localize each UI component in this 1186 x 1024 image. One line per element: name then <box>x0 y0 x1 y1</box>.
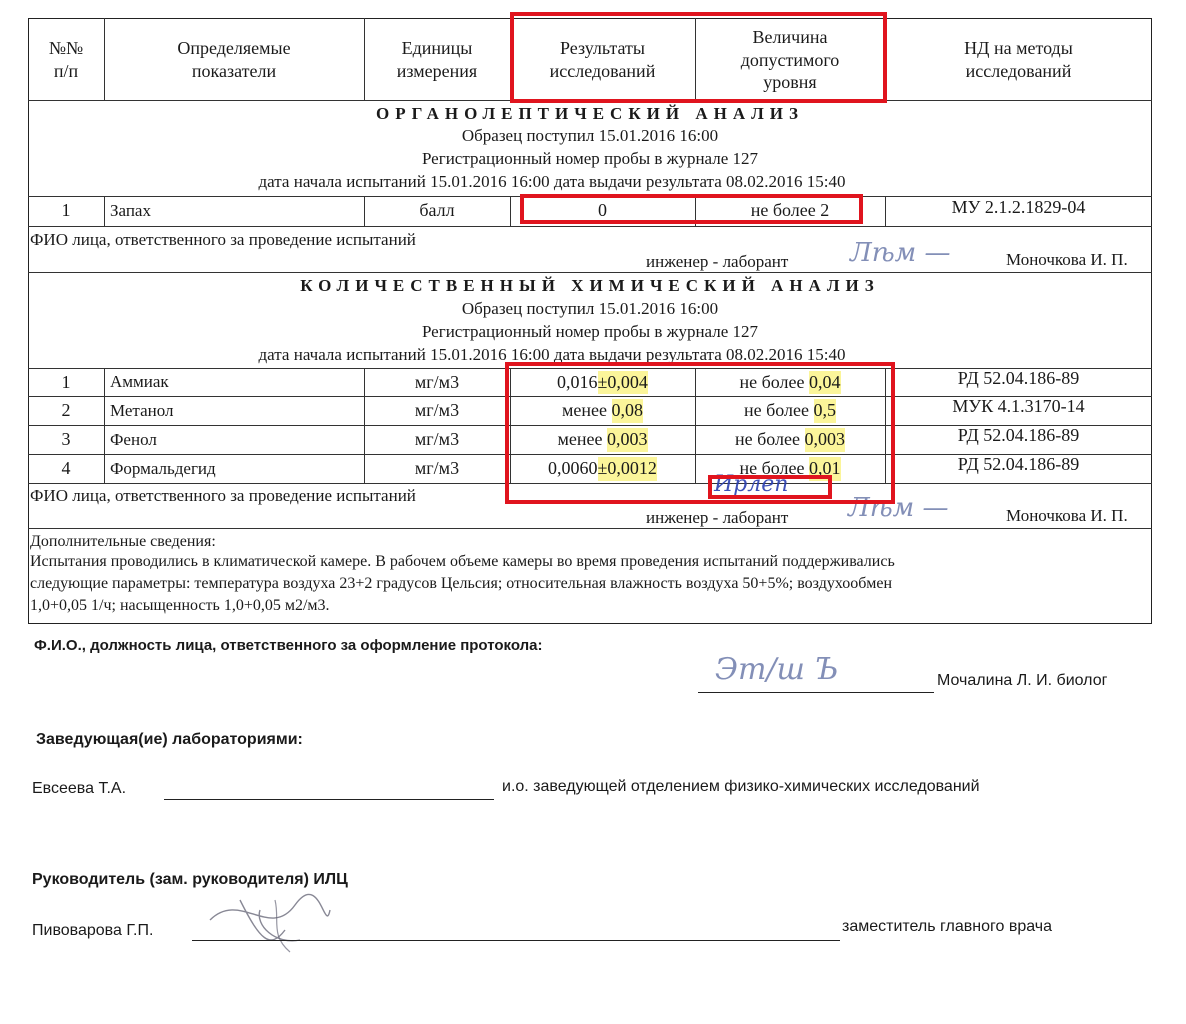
result-error: ±0,0012 <box>598 457 657 480</box>
row-method: РД 52.04.186-89 <box>957 368 1080 389</box>
header-results: Результаты исследований <box>549 37 656 81</box>
header-num: №№ п/п <box>48 37 84 81</box>
header-units: Единицы измерения <box>396 37 478 81</box>
row-unit: мг/м3 <box>414 371 460 392</box>
highlight-box <box>510 12 887 103</box>
responsible-person: Моночкова И. П. <box>1006 250 1128 269</box>
signature-icon: Ирлеп <box>714 472 789 497</box>
row-name: Метанол <box>110 401 174 420</box>
header-indicator: Определяемые показатели <box>177 37 291 81</box>
chemical-registration: Регистрационный номер пробы в журнале 127 <box>421 322 759 341</box>
additional-label: Дополнительные сведения: <box>30 533 216 550</box>
row-name: Формальдегид <box>110 459 216 478</box>
responsible-label: ФИО лица, ответственного за проведение испытаний <box>30 486 416 505</box>
highlight-box <box>708 475 832 499</box>
responsible-position: инженер - лаборант <box>646 508 789 527</box>
row-unit: мг/м3 <box>414 400 460 421</box>
director-position: заместитель главного врача <box>842 918 1052 935</box>
organoleptic-dates: дата начала испытаний 15.01.2016 16:00 дата выдачи результата 08.02.2016 15:40 <box>258 172 846 191</box>
director-name: Пивоварова Г.П. <box>32 922 154 939</box>
result-error: ±0,004 <box>598 371 648 394</box>
director-label: Руководитель (зам. руководителя) ИЛЦ <box>32 871 348 888</box>
signature-line <box>698 692 934 693</box>
row-method: МУ 2.1.2.1829-04 <box>951 197 1086 218</box>
row-name: Запах <box>110 201 151 220</box>
header-methods: НД на методы исследований <box>964 37 1073 81</box>
result-prefix: менее <box>562 400 612 421</box>
lab-head-label: Заведующая(ие) лабораториями: <box>36 731 303 748</box>
protocol-label: Ф.И.О., должность лица, ответственного за оформление протокола: <box>34 637 543 654</box>
divider <box>104 196 105 226</box>
allowed-value: 0,04 <box>809 371 841 394</box>
chemical-received: Образец поступил 15.01.2016 16:00 <box>461 299 719 318</box>
signature-icon <box>200 880 340 960</box>
result-prefix: менее <box>557 429 607 450</box>
divider <box>28 226 1152 227</box>
divider <box>28 272 1152 273</box>
organoleptic-title: ОРГАНОЛЕПТИЧЕСКИЙ АНАЛИЗ <box>376 104 804 123</box>
signature-line <box>192 940 840 941</box>
allowed-value: 0,003 <box>805 428 846 451</box>
row-unit: балл <box>419 200 455 221</box>
responsible-person: Моночкова И. П. <box>1006 506 1128 525</box>
protocol-person: Мочалина Л. И. биолог <box>937 672 1108 689</box>
organoleptic-received: Образец поступил 15.01.2016 16:00 <box>461 126 719 145</box>
row-unit: мг/м3 <box>414 429 460 450</box>
signature-icon: Лѣм — <box>848 493 949 523</box>
row-num: 1 <box>61 200 71 221</box>
result-value: 0,016 <box>557 371 598 392</box>
row-result: 0 <box>598 200 607 221</box>
row-name: Фенол <box>110 430 157 449</box>
lab-head-position: и.о. заведующей отделением физико-химических исследований <box>502 778 980 795</box>
header-allowed: Величина допустимого уровня <box>740 27 840 93</box>
signature-icon: Лѣм — <box>850 238 951 268</box>
allowed-prefix: не более <box>743 400 814 421</box>
divider <box>28 528 1152 529</box>
allowed-prefix: не более <box>739 371 809 392</box>
organoleptic-registration: Регистрационный номер пробы в журнале 127 <box>421 149 759 168</box>
responsible-label: ФИО лица, ответственного за проведение испытаний <box>30 230 416 249</box>
responsible-position: инженер - лаборант <box>646 252 789 271</box>
row-method: МУК 4.1.3170-14 <box>952 396 1085 417</box>
lab-head-name: Евсеева Т.А. <box>32 780 127 797</box>
additional-text: 1,0+0,05 1/ч; насыщенность 1,0+0,05 м2/м3. <box>30 597 330 614</box>
row-allowed: не более 2 <box>750 200 830 221</box>
row-method: РД 52.04.186-89 <box>957 425 1080 446</box>
chemical-title: КОЛИЧЕСТВЕННЫЙ ХИМИЧЕСКИЙ АНАЛИЗ <box>300 276 880 295</box>
row-num: 2 <box>61 400 71 421</box>
chemical-dates: дата начала испытаний 15.01.2016 16:00 дата выдачи результата 08.02.2016 15:40 <box>258 345 846 364</box>
row-name: Аммиак <box>110 372 169 391</box>
allowed-value: 0,01 <box>809 457 841 480</box>
allowed-value: 0,5 <box>814 399 837 422</box>
row-num: 1 <box>61 371 71 392</box>
allowed-prefix: не более <box>734 429 805 450</box>
highlight-box <box>505 362 895 504</box>
row-num: 4 <box>61 458 71 479</box>
result-value: 0,0060 <box>548 458 598 479</box>
signature-line <box>164 799 494 800</box>
allowed-prefix: не более <box>739 458 809 479</box>
result-value: 0,08 <box>612 399 644 422</box>
additional-text: следующие параметры: температура воздуха 23+2 градусов Цельсия; относительная влажность воздуха 50+5%; воздухообмен <box>30 575 893 592</box>
additional-text: Испытания проводились в климатической камере. В рабочем объеме камеры во время проведения испытаний поддерживались <box>30 553 895 570</box>
row-num: 3 <box>61 429 71 450</box>
result-value: 0,003 <box>607 428 648 451</box>
signature-icon: Эт/ш Ъ <box>715 652 839 687</box>
highlight-box <box>520 194 863 224</box>
row-method: РД 52.04.186-89 <box>957 454 1080 475</box>
row-unit: мг/м3 <box>414 458 460 479</box>
